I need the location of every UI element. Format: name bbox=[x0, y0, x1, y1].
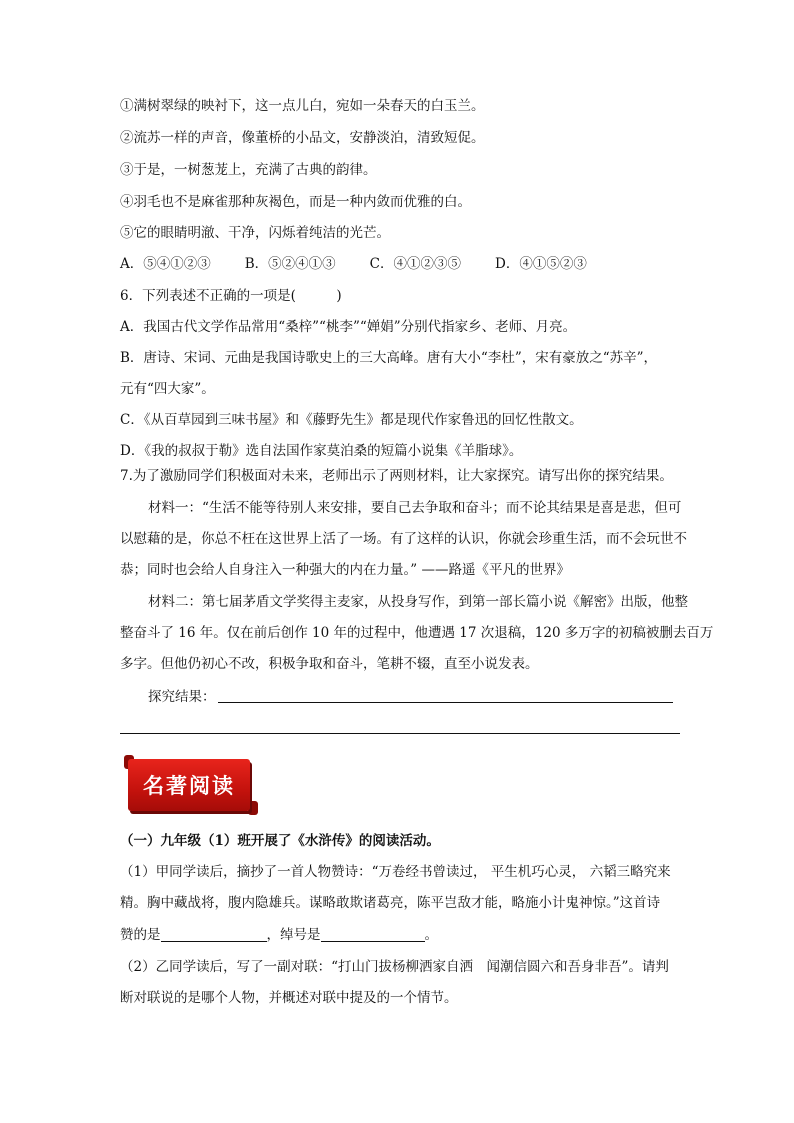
sentence-3: ③于是，一树葱茏上，充满了古典的韵律。 bbox=[120, 162, 377, 178]
q5-option-b: B．⑤②④①③ bbox=[244, 256, 336, 272]
q6-stem: 6．下列表述不正确的一项是( ) bbox=[120, 288, 342, 304]
material-1-line1: 材料一：“生活不能等待别人来安排，要自己去争取和奋斗；而不论其结果是喜是悲，但可 bbox=[148, 500, 682, 516]
sentence-2: ②流苏一样的声音，像董桥的小品文，安静淡泊，清致短促。 bbox=[120, 130, 485, 146]
material-2-line1: 材料二：第七届茅盾文学奖得主麦家，从投身写作，到第一部长篇小说《解密》出版，他整 bbox=[148, 594, 688, 610]
sentence-4: ④羽毛也不是麻雀那种灰褐色，而是一种内敛而优雅的白。 bbox=[120, 194, 471, 210]
banner-title: 名著阅读 bbox=[143, 774, 235, 798]
reading-p1-line1: （1）甲同学读后，摘抄了一首人物赞诗：“万卷经书曾读过， 平生机巧心灵， 六韬三略究来 bbox=[120, 864, 671, 880]
q5-option-c: C．④①②③⑤ bbox=[369, 256, 462, 272]
material-1-line3: 恭；同时也会给人自身注入一种强大的内在力量。” ——路遥《平凡的世界》 bbox=[120, 562, 570, 578]
q5-option-a: A．⑤④①②③ bbox=[120, 256, 211, 272]
result-answer-line-1[interactable] bbox=[218, 702, 673, 703]
reading-p2-line2: 断对联说的是哪个人物，并概述对联中提及的一个情节。 bbox=[120, 990, 458, 1006]
material-1-line2: 以慰藉的是，你总不枉在这世界上活了一场。有了这样的认识，你就会珍重生活，而不会玩世不 bbox=[120, 531, 687, 547]
q7-stem: 7.为了激励同学们积极面对未来，老师出示了两则材料，让大家探究。请写出你的探究结果。 bbox=[120, 468, 673, 484]
reading-heading: （一）九年级（1）班开展了《水浒传》的阅读活动。 bbox=[120, 833, 440, 849]
answer-blank-person[interactable] bbox=[161, 927, 267, 942]
q6-option-d: D．《我的叔叔于勒》选自法国作家莫泊桑的短篇小说集《羊脂球》。 bbox=[120, 443, 523, 459]
sentence-5: ⑤它的眼睛明澈、干净，闪烁着纯洁的光芒。 bbox=[120, 225, 390, 241]
q5-option-d: D．④①⑤②③ bbox=[495, 256, 587, 272]
q5-options bbox=[120, 255, 621, 273]
reading-p1-suffix: 。 bbox=[424, 927, 438, 943]
material-2-line2: 整奋斗了 16 年。仅在前后创作 10 年的过程中，他遭遇 17 次退稿，120 多万字的初稿被删去百万 bbox=[120, 625, 714, 641]
reading-p1-line2: 精。胸中藏战将，腹内隐雄兵。谋略敢欺诸葛亮，陈平岂敌才能，略施小计鬼神惊。”这首诗 bbox=[120, 895, 661, 911]
q6-option-b-line2: 元有“四大家”。 bbox=[120, 381, 215, 397]
result-label: 探究结果： bbox=[148, 689, 216, 705]
reading-p1-mid: ，绰号是 bbox=[266, 927, 321, 943]
section-banner bbox=[120, 751, 262, 819]
q6-option-b-line1: B．唐诗、宋词、元曲是我国诗歌史上的三大高峰。唐有大小“李杜”，宋有豪放之“苏辛”， bbox=[120, 350, 658, 366]
result-answer-line-2[interactable] bbox=[120, 733, 680, 734]
q6-option-a: A．我国古代文学作品常用“桑梓”“桃李”“婵娟”分别代指家乡、老师、月亮。 bbox=[120, 319, 577, 335]
banner-scroll bbox=[128, 759, 250, 811]
answer-blank-nickname[interactable] bbox=[321, 927, 425, 942]
sentence-1: ①满树翠绿的映衬下，这一点儿白，宛如一朵春天的白玉兰。 bbox=[120, 98, 485, 114]
reading-p1-prefix: 赞的是 bbox=[120, 927, 161, 943]
material-2-line3: 多字。但他仍初心不改，积极争取和奋斗，笔耕不辍，直至小说发表。 bbox=[120, 656, 539, 672]
reading-p2-line1: （2）乙同学读后，写了一副对联：“打山门拔杨柳洒家自洒 闻潮信圆六和吾身非吾”。请判 bbox=[120, 959, 669, 975]
reading-p1-line3 bbox=[120, 926, 438, 944]
q6-option-c: C．《从百草园到三味书屋》和《藤野先生》都是现代作家鲁迅的回忆性散文。 bbox=[120, 412, 583, 428]
